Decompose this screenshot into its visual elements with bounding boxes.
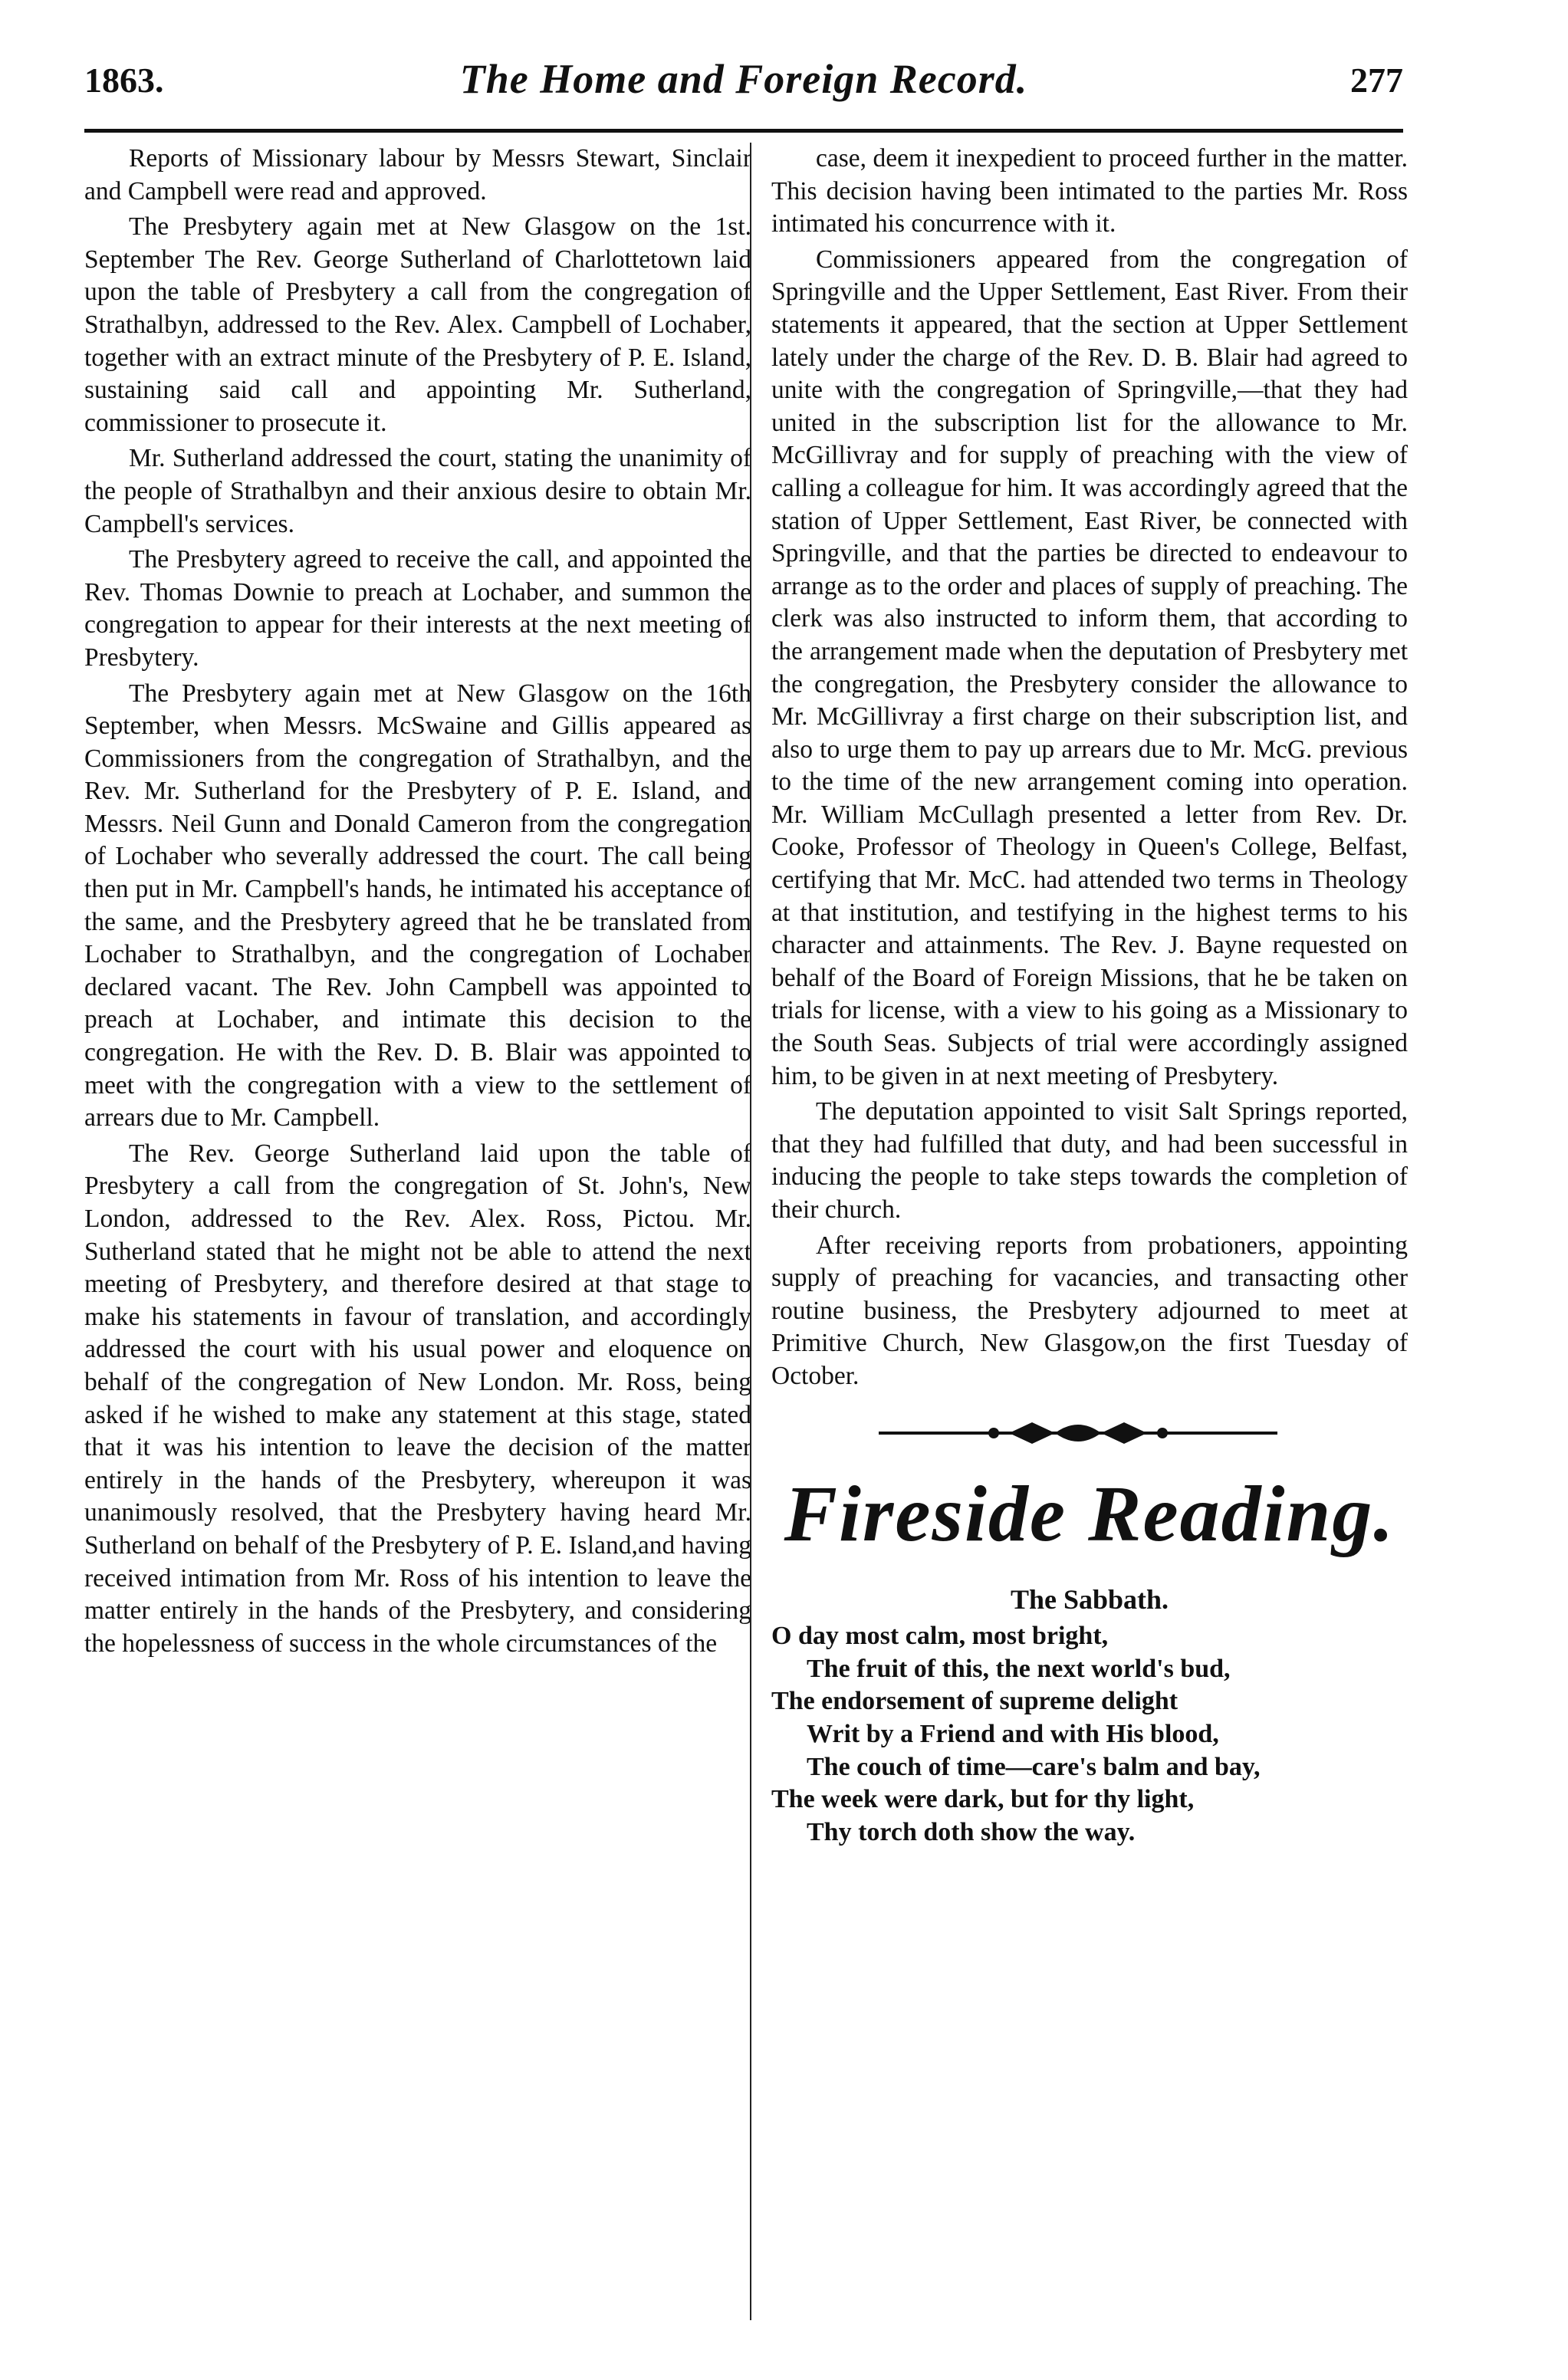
- poem-line: The couch of time—care's balm and bay,: [807, 1752, 1261, 1781]
- poem-line: The fruit of this, the next world's bud,: [807, 1654, 1231, 1683]
- poem-line: Thy torch doth show the way.: [807, 1817, 1136, 1846]
- header-rule: [84, 129, 1403, 133]
- poem-title: The Sabbath.: [1010, 1583, 1169, 1615]
- paragraph: Reports of Missionary labour by Messrs Stewart, Sinclair and Campbell were read and approved.: [84, 144, 751, 205]
- paragraph: The Presbytery agreed to receive the call, and appointed the Rev. Thomas Downie to preach at Lochaber, and summon the congregation to appear for their interests at the next meeting of Presbytery.: [84, 545, 751, 672]
- running-header: [84, 55, 1403, 117]
- page-number: 277: [1350, 61, 1403, 100]
- header-title: The Home and Foreign Record.: [459, 56, 1028, 102]
- paragraph: The Presbytery again met at New Glasgow on the 1st. September The Rev. George Sutherland of Charlottetown laid upon the table of Presbytery a call from the congregation of Strathalbyn, addressed to the Rev. Alex. Campbell of Lochaber, together with an extract minute of the Presbytery of P. E. Island, sustaining said call and appointing Mr. Sutherland, commissioner to prosecute it.: [84, 212, 751, 437]
- poem-line: Writ by a Friend and with His blood,: [807, 1719, 1219, 1748]
- section-title: Fireside Reading.: [784, 1469, 1395, 1558]
- ornament-divider: [771, 1415, 1408, 1451]
- paragraph: Mr. Sutherland addressed the court, stating the unanimity of the people of Strathalbyn and their anxious desire to obtain Mr. Campbell's services.: [84, 444, 751, 538]
- paragraph: The Presbytery again met at New Glasgow on the 16th September, when Messrs. McSwaine and Gillis appeared as Commissioners from the congregation of Strathalbyn, and the Rev. Mr. Sutherland for the Presbytery of P. E. Island, and Messrs. Neil Gunn and Donald Cameron from the congregation of Lochaber who severally addressed the court. The call being then put in Mr. Campbell's hands, he intimated his acceptance of the same, and the Presbytery agreed that he be translated from Lochaber to Strathalbyn, and the congregation of Lochaber declared vacant. The Rev. John Campbell was appointed to preach at Lochaber, and intimate this decision to the congregation. He with the Rev. D. B. Blair was appointed to meet with the congregation with a view to the settlement of arrears due to Mr. Campbell.: [84, 679, 751, 1132]
- poem-line: The week were dark, but for thy light,: [771, 1785, 1195, 1814]
- paragraph: Commissioners appeared from the congregation of Springville and the Upper Settlement, East River. From their statements it appeared, that the section at Upper Settlement lately under the charge of the Rev. D. B. Blair had agreed to unite with the congregation of Springville,—that they had united in the subscription list for the allowance to Mr. McGillivray and for supply of preaching with the view of calling a colleague for him. It was accordingly agreed that the station of Upper Settlement, East River, be connected with Springville, and that the parties be directed to endeavour to arrange as to the order and places of supply of preaching. The clerk was also instructed to inform them, that according to the arrangement made when the deputation of Presbytery met the congregation, the Presbytery consider the allowance to Mr. McGillivray a first charge on their subscription list, and also to urge them to pay up arrears due to Mr. McG. previous to the time of the new arrangement coming into operation. Mr. William McCullagh presented a letter from Rev. Dr. Cooke, Professor of Theology in Queen's College, Belfast, certifying that Mr. McC. had attended two terms in Theology at that institution, and testifying in the highest terms to his character and attainments. The Rev. J. Bayne requested on behalf of the Board of Foreign Missions, that he be taken on trials for license, with a view to his going as a Missionary to the South Seas. Subjects of trial were accordingly assigned him, to be given in at next meeting of Presbytery.: [771, 245, 1408, 1090]
- column-divider: [750, 143, 751, 2320]
- header-year: 1863.: [84, 61, 164, 100]
- paragraph: The deputation appointed to visit Salt Springs reported, that they had fulfilled that duty, and had been successful in inducing the people to take steps towards the completion of their church.: [771, 1097, 1408, 1224]
- poem-line: The endorsement of supreme delight: [771, 1687, 1178, 1716]
- right-column: [771, 143, 1408, 1849]
- left-column: [84, 143, 751, 1660]
- poem: [771, 1620, 1408, 1849]
- paragraph: The Rev. George Sutherland laid upon the table of Presbytery a call from the congregation of St. John's, New London, addressed to the Rev. Alex. Ross, Pictou. Mr. Sutherland stated that he might not be able to attend the next meeting of Presbytery, and therefore desired at that stage to make his statements in favour of translation, and accordingly addressed the court with his usual power and eloquence on behalf of the congregation of New London. Mr. Ross, being asked if he wished to make any statement at this stage, stated that it was his intention to leave the decision of the matter entirely in the hands of the Presbytery, whereupon it was unanimously resolved, that the Presbytery having heard Mr. Sutherland on behalf of the Presbytery of P. E. Island,and having received intimation from Mr. Ross of his intention to leave the matter entirely in the hands of the Presbytery, and considering the hopelessness of success in the whole circumstances of the: [84, 1139, 751, 1658]
- paragraph: case, deem it inexpedient to proceed further in the matter. This decision having been intimated to the parties Mr. Ross intimated his concurrence with it.: [771, 144, 1408, 238]
- paragraph: After receiving reports from probationers, appointing supply of preaching for vacancies, and transacting other routine business, the Presbytery adjourned to meet at Primitive Church, New Glasgow,on the first Tuesday of October.: [771, 1231, 1408, 1390]
- poem-line: O day most calm, most bright,: [771, 1622, 1109, 1651]
